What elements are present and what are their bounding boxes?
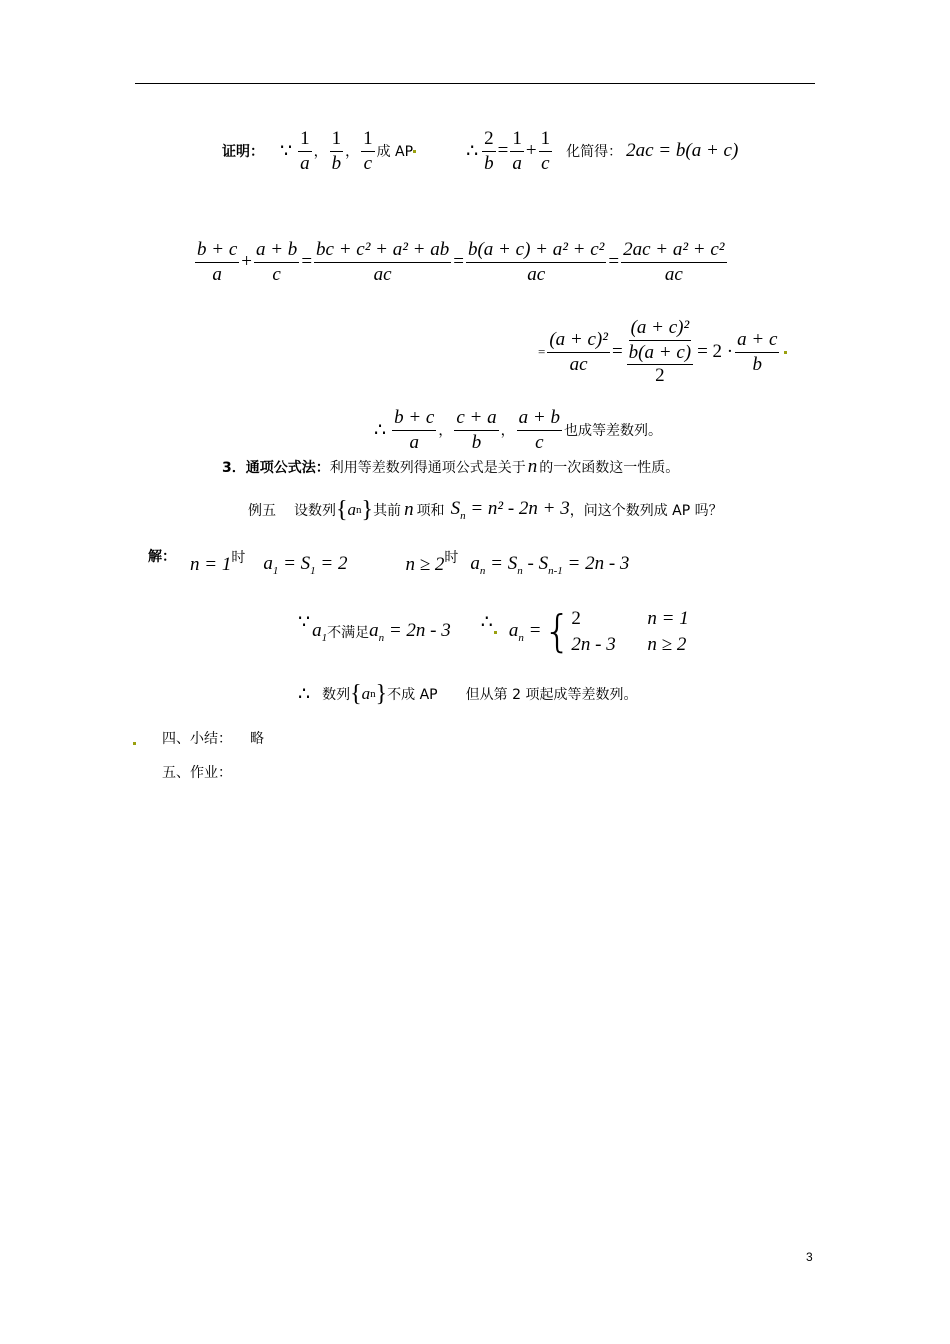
proof-label: 证明： — [222, 144, 264, 160]
final-text-c: 但从第 2 项起成等差数列。 — [465, 687, 638, 703]
fraction-1-over-a-2: $\frac{1}{a}$ — [512, 127, 522, 174]
conclusion-text: 也成等差数列。 — [563, 423, 662, 439]
case-2-condition: n ≥ 2 — [405, 554, 445, 575]
fraction-g1: $\frac{b + c}{a}$ — [394, 406, 435, 453]
final-text-a: 数列 — [322, 687, 351, 703]
page-number: 3 — [806, 1250, 813, 1264]
therefore-symbol: ∴ — [480, 611, 493, 633]
because-symbol: ∵ — [298, 611, 311, 633]
final-text-b: 不成 AP — [387, 687, 438, 703]
method-3-text-a: 利用等差数列得通项公式是关于 — [329, 460, 526, 476]
marker-dot — [784, 351, 787, 354]
a1-text: $a_1$ — [312, 620, 328, 644]
conclusion-line — [374, 404, 662, 456]
fraction-square-over-half: (a + c)² b(a + c) 2 — [628, 317, 692, 386]
variable-n: n — [527, 456, 538, 477]
example-text-d: ，问这个数列成 AP 吗？ — [569, 503, 723, 519]
sequence-an: { a n } — [350, 680, 388, 707]
solution-label: 解： — [148, 549, 176, 565]
comma: ， — [438, 423, 453, 439]
variable-n: n — [404, 499, 414, 520]
proof-line: 证明： ∵ $\frac{1}{a}$ ， $\frac{1}{b}$ ， $\frac{1}{c}$ 成 AP ∴ $\frac{2}{b}$ = $\frac{1}{a}$ + $\frac{1}{c}$ 化简得： 2ac = b(a + c) — [222, 127, 739, 174]
simplify-text: 化简得： — [566, 144, 623, 160]
therefore-symbol: ∴ — [466, 140, 479, 162]
not-satisfy-formula: $a_n = 2n - 3$ — [369, 620, 451, 644]
fraction-1-over-b: $\frac{1}{b}$ — [331, 127, 342, 174]
example-5-line — [248, 492, 723, 528]
fraction-1-over-c-2: $\frac{1}{c}$ — [540, 127, 551, 174]
fraction-expanded-3: $\frac{\text{2ac + a² + c²}}{ac}$ — [623, 238, 725, 285]
case-1-condition: n = 1 — [190, 554, 232, 575]
solution-conclusion — [298, 676, 637, 712]
piecewise-lhs: $a_n$ = — [508, 620, 542, 644]
example-text-a: 设数列 — [294, 503, 336, 519]
method-3-line — [222, 456, 679, 478]
example-text-c: 项和 — [416, 503, 445, 519]
sequence-an: { a n } — [336, 496, 374, 523]
expansion-line-1: $\frac{b + c}{a}$ + $\frac{a + b}{c}$ = $\frac{\text{bc + c² + a² + ab}}{ac}$ = $\frac{\text{b(a + c) + a² + c²}}{ac}$ = $\frac{\text{2ac + a² + c²}}{ac}$ — [197, 238, 725, 285]
fraction-square-over-ac: $\frac{\text{(a + c)²}}{ac}$ — [549, 328, 608, 375]
fraction-1-over-a: $\frac{1}{a}$ — [300, 127, 310, 174]
solution-line-2 — [298, 604, 689, 660]
fraction-ab-over-c: $\frac{a + b}{c}$ — [255, 238, 298, 285]
comma: ， — [345, 144, 360, 160]
not-satisfy-text: 不满足 — [327, 625, 370, 641]
therefore-symbol: ∴ — [298, 683, 311, 705]
method-3-text-b: 的一次函数这一性质。 — [539, 460, 680, 476]
fraction-2-over-b: $\frac{2}{b}$ — [484, 127, 494, 174]
fraction-1-over-c: $\frac{1}{c}$ — [363, 127, 373, 174]
summary-line — [133, 728, 264, 748]
marker-dot — [494, 631, 497, 634]
summary-item-4: 四、小结： — [162, 731, 232, 747]
fraction-ac-over-b: $\frac{a + c}{b}$ — [737, 328, 778, 375]
comma: ， — [313, 144, 328, 160]
example-text-b: 其前 — [373, 503, 402, 519]
because-symbol: ∵ — [280, 140, 293, 162]
cheng-ap-text: 成 AP — [376, 144, 414, 160]
solution-line-1 — [190, 550, 629, 580]
homework-item-5: 五、作业： — [162, 765, 232, 781]
simplified-result: 2ac = b(a + c) — [626, 140, 739, 161]
header-rule — [135, 83, 815, 84]
example-label: 例五 — [248, 503, 276, 519]
method-3-title: 3．通项公式法： — [222, 460, 330, 476]
expansion-line-2: = $\frac{\text{(a + c)²}}{ac}$ = (a + c)² b(a + c) 2 = 2 · $\frac{a + c}{b}$ — [538, 312, 787, 392]
case-1-equation: $a_1 = S_1 = 2$ — [263, 553, 348, 577]
marker-dot — [413, 150, 416, 153]
summary-item-4-value: 略 — [250, 731, 264, 747]
two-times: = 2 · — [697, 341, 734, 362]
comma: ， — [500, 423, 515, 439]
sum-formula: $S_n = n^2 - 2n + 3$ — [450, 498, 570, 522]
fraction-g2: $\frac{c + a}{b}$ — [456, 406, 497, 453]
fraction-expanded-2: $\frac{\text{b(a + c) + a² + c²}}{ac}$ — [467, 238, 605, 285]
fraction-bc-over-a: $\frac{b + c}{a}$ — [197, 238, 238, 285]
fraction-g3: $\frac{a + b}{c}$ — [518, 406, 560, 453]
marker-dot — [133, 742, 136, 745]
piecewise-cases: 2 n = 1 2n - 3 n ≥ 2 — [571, 608, 689, 655]
fraction-expanded-1: $\frac{\text{bc + c² + a² + ab}}{ac}$ — [316, 238, 450, 285]
shi-text: 时 — [444, 550, 459, 566]
piecewise-brace: { — [543, 606, 572, 657]
therefore-symbol: ∴ — [374, 419, 387, 441]
case-2-equation: $a_n = S_n - S_{n-1} = 2n - 3$ — [470, 553, 630, 577]
shi-text: 时 — [231, 550, 246, 566]
